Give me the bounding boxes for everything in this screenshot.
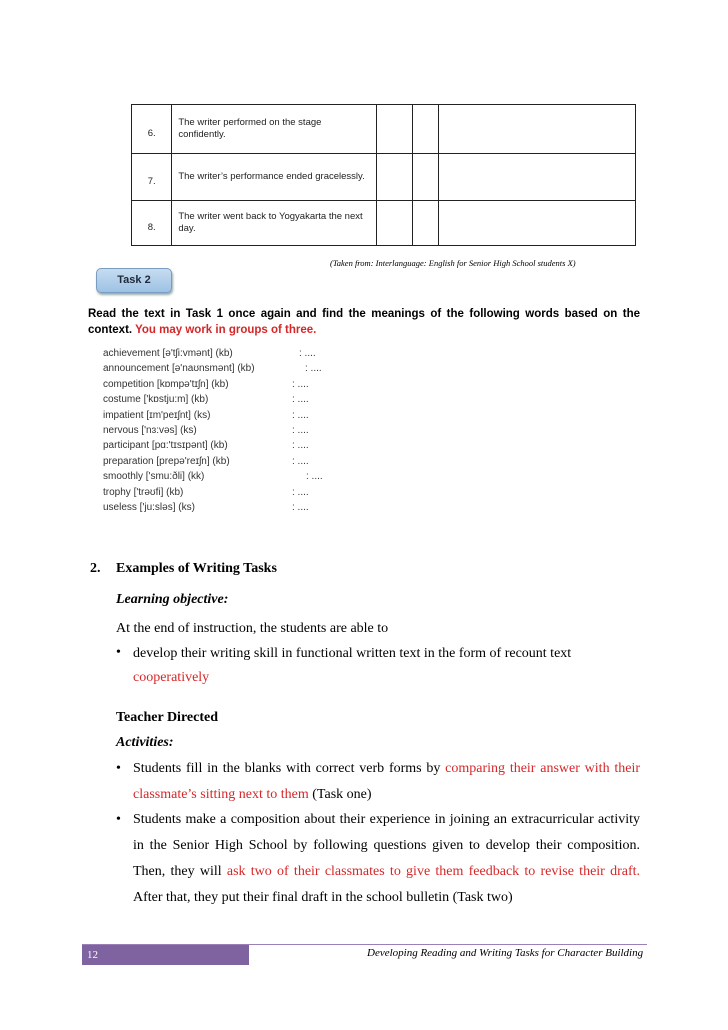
vocab-word: costume ['kɒstju:m] (kb) xyxy=(103,394,209,406)
true-cell xyxy=(377,201,412,246)
vocab-word: smoothly ['smu:ðli] (kk) xyxy=(103,471,205,483)
vocab-blank: : .... xyxy=(292,455,309,467)
section-number: 2. xyxy=(90,561,101,576)
vocab-blank: : .... xyxy=(292,394,309,406)
vocab-word: trophy ['trəʊfi] (kb) xyxy=(103,486,184,498)
row-statement: The writer performed on the stage confidently. xyxy=(172,105,377,154)
page-number: 12 xyxy=(82,945,249,965)
instruction-red-text: You may work in groups of three. xyxy=(135,324,317,336)
row-statement: The writer’s performance ended gracelessly. xyxy=(172,154,377,201)
activity-one-text: Students fill in the blanks with correct verb forms by xyxy=(133,761,441,776)
vocab-blank: : .... xyxy=(292,378,309,390)
row-number: 8. xyxy=(132,201,172,246)
objective-bullet: develop their writing skill in functional written text in the form of recount text xyxy=(133,646,572,661)
vocab-word: impatient [ɪm'peɪʃnt] (ks) xyxy=(103,409,211,421)
objective-bullet-red: cooperatively xyxy=(133,670,210,685)
statements-table xyxy=(131,104,636,246)
table-row xyxy=(132,105,636,154)
activity-one-red: comparing their answer with their classmate’s sitting next to them xyxy=(133,761,641,802)
teacher-directed-heading: Teacher Directed xyxy=(116,710,218,725)
section-title: Examples of Writing Tasks xyxy=(116,561,277,576)
instruction-text: Read the text in Task 1 once again and find the meanings of the following words based on the context. xyxy=(88,308,640,336)
bullet-icon: • xyxy=(116,761,121,776)
source-note: (Taken from: Interlanguage: English for Senior High School students X) xyxy=(330,258,576,268)
true-cell xyxy=(377,154,412,201)
activities-label: Activities: xyxy=(116,735,174,750)
table-row xyxy=(132,201,636,246)
activity-two-task: After that, they put their final draft in the school bulletin (Task two) xyxy=(133,890,513,905)
vocab-word: participant [pɑ:'tɪsɪpənt] (kb) xyxy=(103,440,228,452)
vocab-blank: : .... xyxy=(306,471,323,483)
row-number: 6. xyxy=(132,105,172,154)
vocab-word: preparation [prepə'reɪʃn] (kb) xyxy=(103,455,230,467)
row-statement: The writer went back to Yogyakarta the next day. xyxy=(172,201,377,246)
correction-cell xyxy=(439,105,636,154)
vocab-blank: : .... xyxy=(292,440,309,452)
bullet-icon: • xyxy=(116,645,121,660)
vocab-blank: : .... xyxy=(292,424,309,436)
task2-instruction xyxy=(88,306,640,338)
activity-two-text: Students make a composition about their experience in joining an extracurricular activity in the Senior High School by following questions given to develop their composition. Then, they will xyxy=(133,812,640,879)
false-cell xyxy=(412,105,438,154)
vocab-blank: : .... xyxy=(305,363,322,375)
vocab-blank: : .... xyxy=(292,501,309,513)
activity-two xyxy=(133,807,640,911)
row-number: 7. xyxy=(132,154,172,201)
table-row xyxy=(132,154,636,201)
objective-intro: At the end of instruction, the students are able to xyxy=(116,621,389,636)
activity-two-red: ask two of their classmates to give them feedback to revise their draft. xyxy=(226,864,641,879)
objective-label: Learning objective: xyxy=(116,592,229,607)
activity-one xyxy=(133,756,640,808)
vocab-word: competition [kɒmpə'tɪʃn] (kb) xyxy=(103,378,229,390)
footer-title: Developing Reading and Writing Tasks for Character Building xyxy=(367,947,644,959)
bullet-icon: • xyxy=(116,812,121,827)
vocab-blank: : .... xyxy=(292,409,309,421)
task2-badge: Task 2 xyxy=(96,268,172,293)
correction-cell xyxy=(439,201,636,246)
vocab-blank: : .... xyxy=(292,486,309,498)
vocab-word: useless ['ju:sləs] (ks) xyxy=(103,501,195,513)
section-heading xyxy=(90,561,277,577)
vocab-blank: : .... xyxy=(299,348,316,359)
vocab-word: announcement [ə'naʊnsmənt] (kb) xyxy=(103,363,255,375)
vocab-word: nervous ['nɜ:vəs] (ks) xyxy=(103,424,197,436)
false-cell xyxy=(412,154,438,201)
correction-cell xyxy=(439,154,636,201)
vocab-word: achievement [ə'tʃi:vmənt] (kb) xyxy=(103,348,233,359)
false-cell xyxy=(412,201,438,246)
true-cell xyxy=(377,105,412,154)
activity-one-task: (Task one) xyxy=(312,787,372,802)
